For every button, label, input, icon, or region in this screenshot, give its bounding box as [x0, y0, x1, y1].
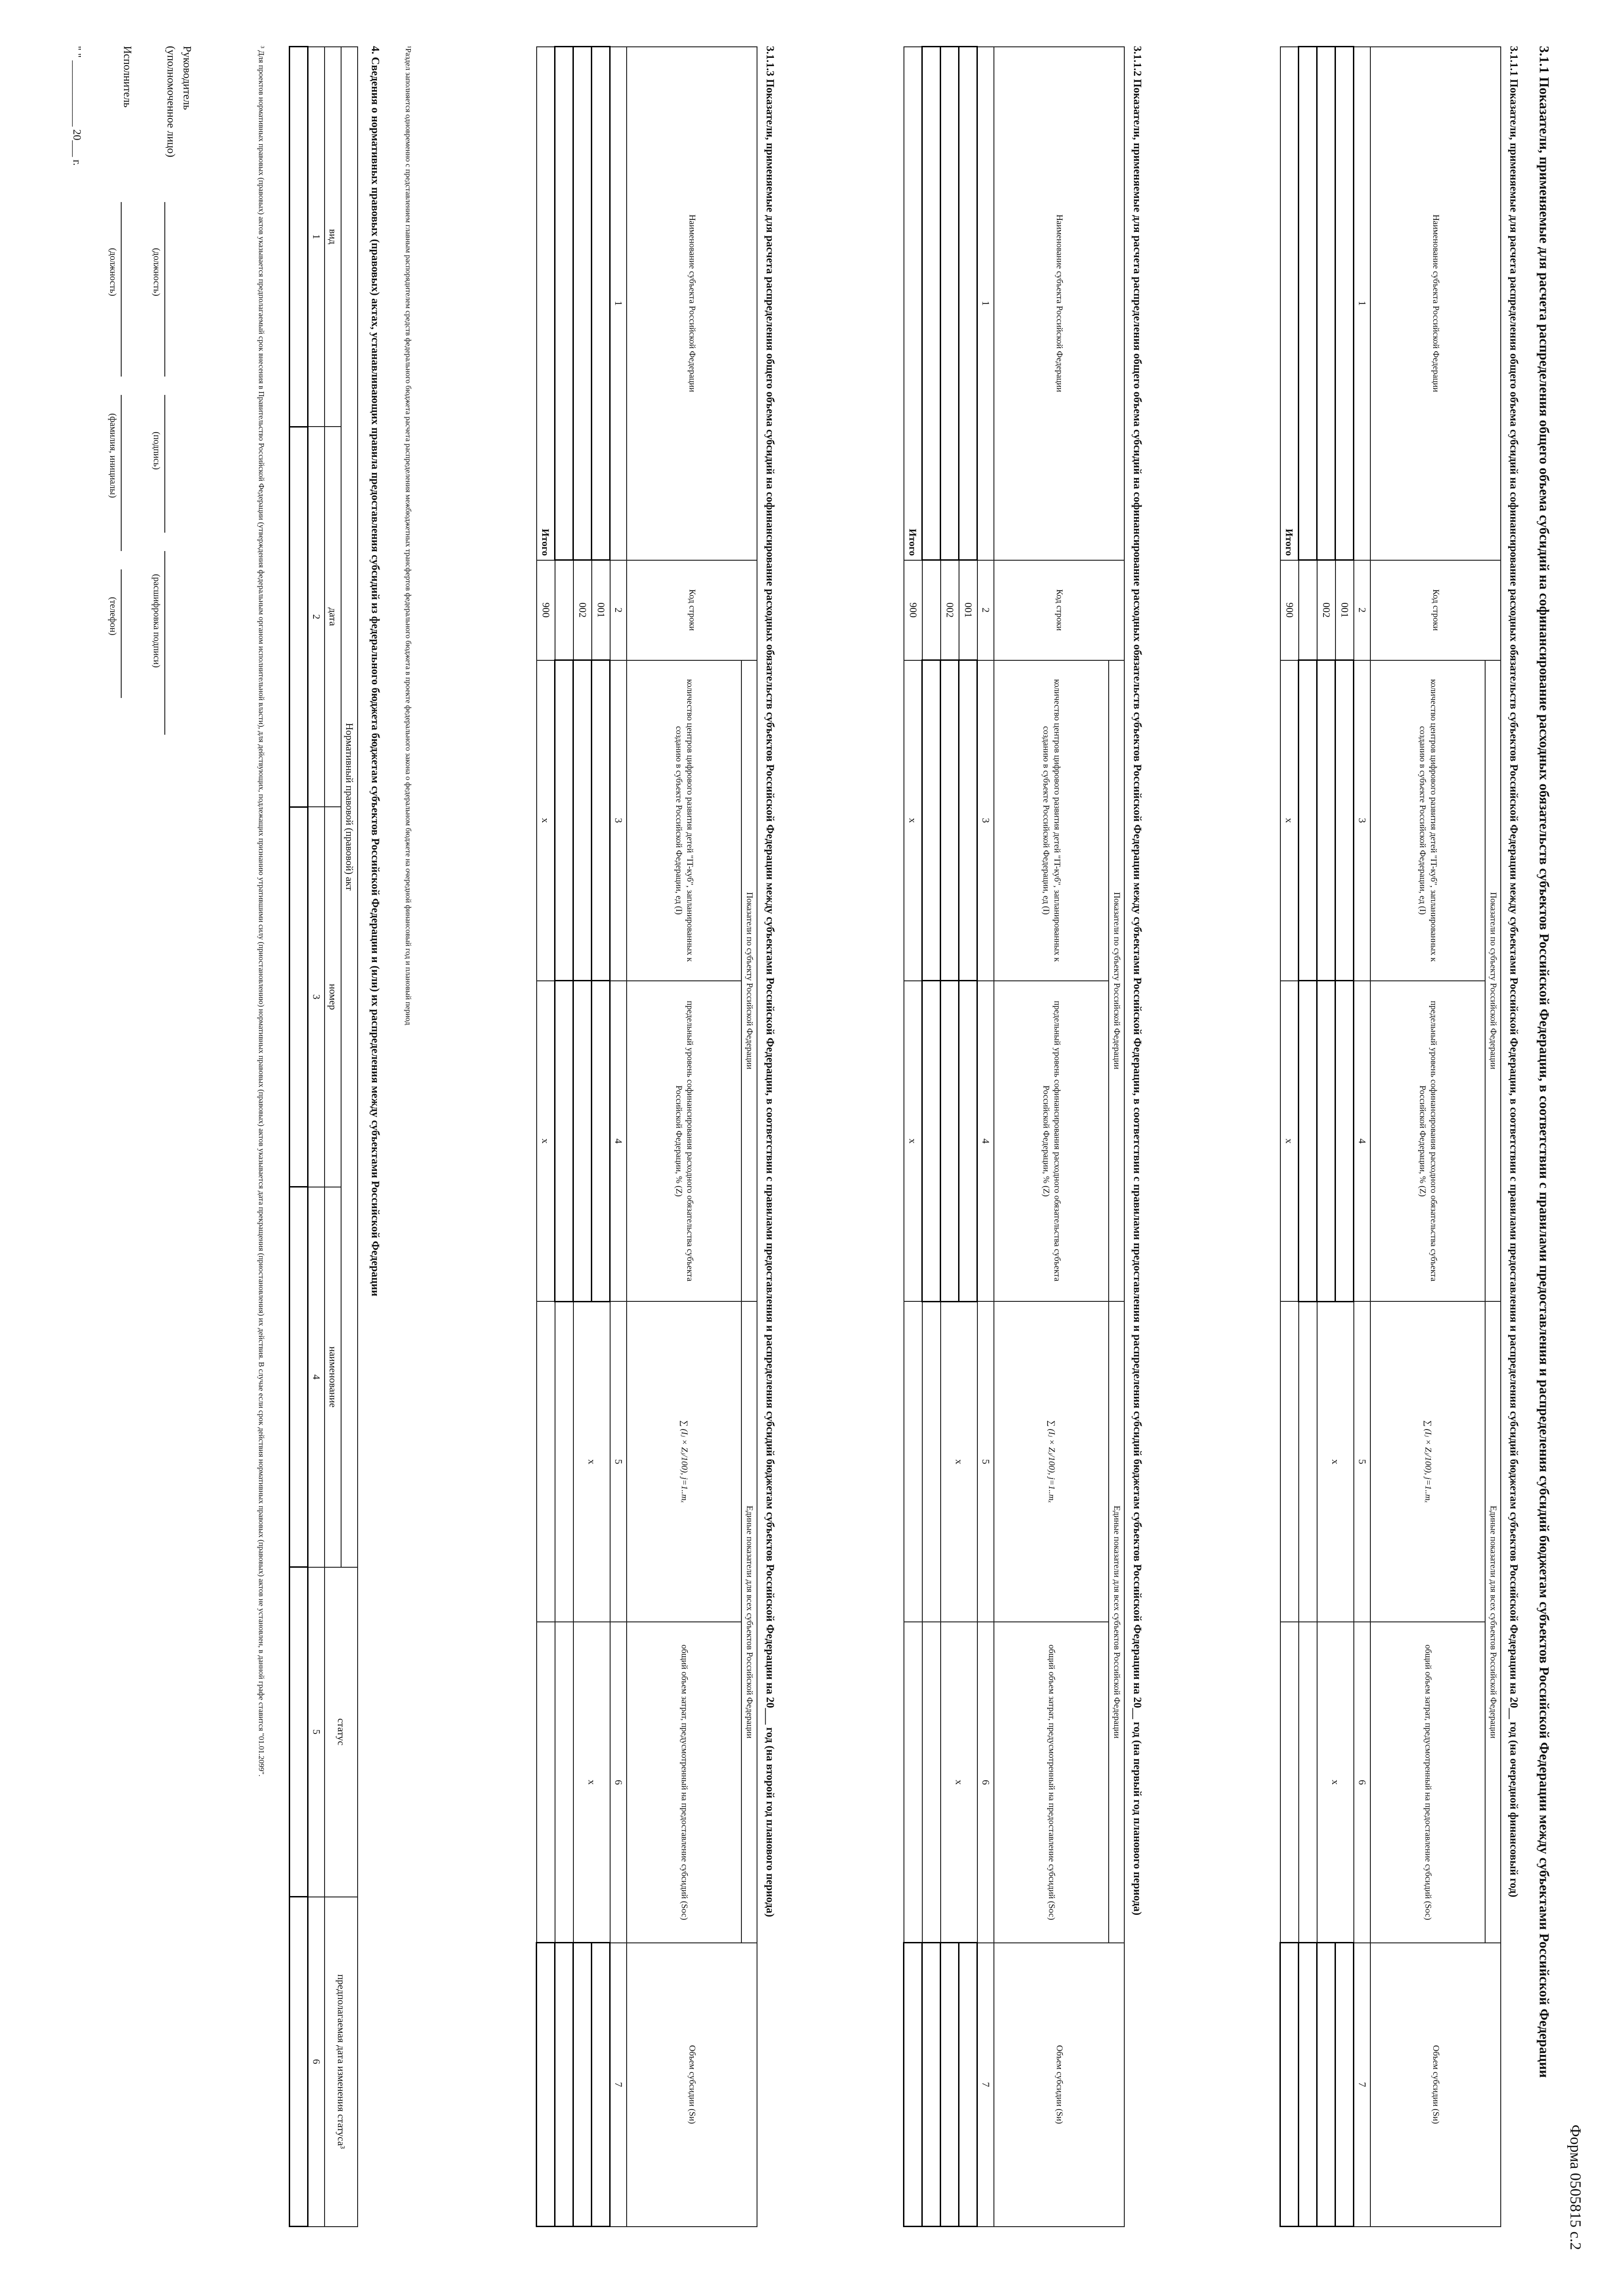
total-code: 900 — [537, 560, 555, 660]
group1-header: Показатели по субъекту Российской Федерации — [1109, 660, 1124, 1302]
section-311-title: 3.1.1 Показатели, применяемые для расчета распределения общего объема субсидий на софинансирование расходных обязательств субъектов Российской Федерации, в соответствии с правилами предоставления и распределения субсидий бюджетам субъектов Российской Федерации между субъектами Российской Федерации — [1537, 46, 1552, 2078]
total-code: 900 — [904, 560, 922, 660]
col-number: 5 — [610, 1301, 627, 1622]
total-label: Итого — [1280, 47, 1299, 560]
cell-x: x — [941, 1622, 977, 1942]
col-number: 7 — [610, 1943, 627, 2227]
col-number: 1 — [977, 47, 994, 560]
head-sign-caption: (подпись) — [151, 432, 162, 470]
executor-label: Исполнитель — [121, 46, 133, 108]
cell-x: x — [537, 981, 555, 1301]
cell-x: x — [1317, 1301, 1354, 1622]
col-5-formula: ∑ (Iⱼ × Zⱼ/100), j=1..mₓ — [1370, 1301, 1485, 1622]
col-3-header: количество центров цифрового развития детей "IT-куб", запланированных к созданию в субъекте Российской Федерации, ед (I) — [1370, 660, 1485, 981]
footnote-3: ³ Для проектов нормативных правовых (правовых) актов указывается предполагаемый срок внесения в Правительство Российской Федерации (утверждения федеральным органом исполнительной власти), для действующих, подлежащих признанию утратившими силу (приостановлению) нормативных правовых (правовых) актов указывается дата прекращения (приостановления) их действия. В случае если срок действия нормативных правовых (правовых) актов не установлен, в данной графе ставится "01.01.2099". — [257, 46, 266, 1777]
indicator-table-1 — [1279, 46, 1501, 2227]
col-4-header: предельный уровень софинансирования расходного обязательства субъекта Российской Федерации, % (Z) — [994, 981, 1109, 1301]
col-number: 6 — [1354, 1622, 1371, 1942]
col-number: 1 — [1354, 47, 1371, 560]
acts-num-5: 5 — [308, 1567, 325, 1897]
col-number: 3 — [977, 660, 994, 981]
head-decode-caption: (расшифровка подписи) — [151, 574, 162, 668]
total-label: Итого — [904, 47, 922, 560]
head-position-caption: (должность) — [151, 248, 162, 296]
row-code: 001 — [959, 560, 977, 660]
col-6-header: общий объем затрат, предусмотренный на предоставление субсидий (Sос) — [1370, 1622, 1485, 1942]
col-number: 6 — [977, 1622, 994, 1942]
col-5-formula: ∑ (Iⱼ × Zⱼ/100), j=1..mₓ — [627, 1301, 741, 1622]
row-code: 001 — [592, 560, 610, 660]
row-code: 002 — [573, 560, 592, 660]
col-number: 4 — [610, 981, 627, 1301]
col-7-header: Объем субсидии (Sи) — [994, 1943, 1124, 2227]
col-number: 2 — [610, 560, 627, 660]
col-4-header: предельный уровень софинансирования расходного обязательства субъекта Российской Федерации, % (Z) — [1370, 981, 1485, 1301]
col-code-header: Код строки — [1370, 560, 1501, 660]
col-number: 5 — [1354, 1301, 1371, 1622]
total-code: 900 — [1280, 560, 1299, 660]
col-3-header: количество центров цифрового развития детей "IT-куб", запланированных к созданию в субъекте Российской Федерации, ед (I) — [627, 660, 741, 981]
col-5-formula: ∑ (Iⱼ × Zⱼ/100), j=1..mₓ — [994, 1301, 1109, 1622]
acts-nomer-header: номер — [325, 807, 341, 1187]
col-name-header: Наименование субъекта Российской Федерации — [627, 47, 757, 560]
col-name-header: Наименование субъекта Российской Федерации — [1370, 47, 1501, 560]
indicator-table-2 — [903, 46, 1125, 2227]
col-number: 7 — [1354, 1943, 1371, 2227]
col-number: 4 — [1354, 981, 1371, 1301]
acts-num-2: 2 — [308, 427, 325, 807]
col-number: 6 — [610, 1622, 627, 1942]
table-1-title: 3.1.1.1 Показатели, применяемые для расчета распределения общего объема субсидий на софинансирование расходных обязательств субъектов Российской Федерации между субъектами Российской Федерации, в соответствии с правилами предоставления и распределения субсидий бюджетам субъектов Российской Федерации на 20__ год (на очередной финансовый год) — [1508, 46, 1520, 1897]
acts-num-1: 1 — [308, 47, 325, 427]
col-number: 5 — [977, 1301, 994, 1622]
acts-vid-header: вид — [325, 47, 341, 427]
executor-position-caption: (должность) — [108, 248, 118, 296]
col-name-header: Наименование субъекта Российской Федерации — [994, 47, 1124, 560]
executor-fio-caption: (фамилия, инициалы) — [108, 413, 118, 498]
acts-table — [289, 46, 358, 2227]
date-line: " " ____________ 20___ г. — [71, 46, 83, 166]
group1-header: Показатели по субъекту Российской Федерации — [1485, 660, 1501, 1302]
head-label: Руководитель — [181, 46, 193, 110]
cell-x: x — [941, 1301, 977, 1622]
col-code-header: Код строки — [627, 560, 757, 660]
col-6-header: общий объем затрат, предусмотренный на предоставление субсидий (Sос) — [627, 1622, 741, 1942]
acts-num-6: 6 — [308, 1897, 325, 2227]
cell-x: x — [904, 660, 922, 981]
col-number: 3 — [610, 660, 627, 981]
group2-header: Единые показатели для всех субъектов Российской Федерации — [1485, 1301, 1501, 1943]
cell-x: x — [904, 981, 922, 1301]
col-4-header: предельный уровень софинансирования расходного обязательства субъекта Российской Федерации, % (Z) — [627, 981, 741, 1301]
indicator-table-3 — [536, 46, 757, 2227]
group1-header: Показатели по субъекту Российской Федерации — [741, 660, 757, 1302]
col-number: 4 — [977, 981, 994, 1301]
section-4-title: 4. Сведения о нормативных правовых (правовых) актах, устанавливающих правила предоставления субсидий из федерального бюджета бюджетам субъектов Российской Федерации и (или) их распределения между субъектами Российской Федерации — [369, 46, 381, 1296]
col-3-header: количество центров цифрового развития детей "IT-куб", запланированных к созданию в субъекте Российской Федерации, ед (I) — [994, 660, 1109, 981]
col-code-header: Код строки — [994, 560, 1124, 660]
col-number: 1 — [610, 47, 627, 560]
col-6-header: общий объем затрат, предусмотренный на предоставление субсидий (Sос) — [994, 1622, 1109, 1942]
cell-x: x — [1317, 1622, 1354, 1942]
acts-date-change-header: предполагаемая дата изменения статуса³ — [325, 1897, 358, 2227]
col-number: 2 — [1354, 560, 1371, 660]
acts-header: Нормативный правовой (правовой) акт — [341, 47, 358, 1567]
form-code: Форма 0505815 с.2 — [1567, 2124, 1584, 2250]
cell-x: x — [1280, 981, 1299, 1301]
acts-num-3: 3 — [308, 807, 325, 1187]
table-2-title: 3.1.1.2 Показатели, применяемые для расчета распределения общего объема субсидий на софинансирование расходных обязательств субъектов Российской Федерации между субъектами Российской Федерации, в соответствии с правилами предоставления и распределения субсидий бюджетам субъектов Российской Федерации на 20__ год (на первый год планового периода) — [1131, 46, 1143, 1916]
cell-x: x — [1280, 660, 1299, 981]
footnote-1: ¹Раздел заполняется одновременно с представлением главным распорядителем средств федерального бюджета расчета распределения межбюджетных трансфертов федерального бюджета в проекте федерального закона о федеральном бюджете на очередной финансовый год и плановый период — [404, 46, 413, 1025]
acts-num-4: 4 — [308, 1187, 325, 1567]
executor-phone-caption: (телефон) — [108, 597, 118, 636]
acts-naim-header: наименование — [325, 1187, 341, 1567]
col-number: 2 — [977, 560, 994, 660]
row-code: 002 — [941, 560, 959, 660]
cell-x: x — [573, 1622, 610, 1942]
col-7-header: Объем субсидии (Sи) — [627, 1943, 757, 2227]
row-code: 002 — [1317, 560, 1335, 660]
col-7-header: Объем субсидии (Sи) — [1370, 1943, 1501, 2227]
document-page — [37, 18, 1598, 2268]
table-3-title: 3.1.1.3 Показатели, применяемые для расчета распределения общего объема субсидий на софинансирование расходных обязательств субъектов Российской Федерации между субъектами Российской Федерации, в соответствии с правилами предоставления и распределения субсидий бюджетам субъектов Российской Федерации на 20___ год (на второй год планового периода) — [764, 46, 776, 1917]
group2-header: Единые показатели для всех субъектов Российской Федерации — [1109, 1301, 1124, 1943]
cell-x: x — [573, 1301, 610, 1622]
acts-data-header: дата — [325, 427, 341, 807]
row-code: 001 — [1335, 560, 1354, 660]
col-number: 7 — [977, 1943, 994, 2227]
head-label-2: (уполномоченное лицо) — [165, 46, 177, 158]
total-label: Итого — [537, 47, 555, 560]
col-number: 3 — [1354, 660, 1371, 981]
group2-header: Единые показатели для всех субъектов Российской Федерации — [741, 1301, 757, 1943]
cell-x: x — [537, 660, 555, 981]
acts-status-header: статус — [325, 1567, 358, 1897]
